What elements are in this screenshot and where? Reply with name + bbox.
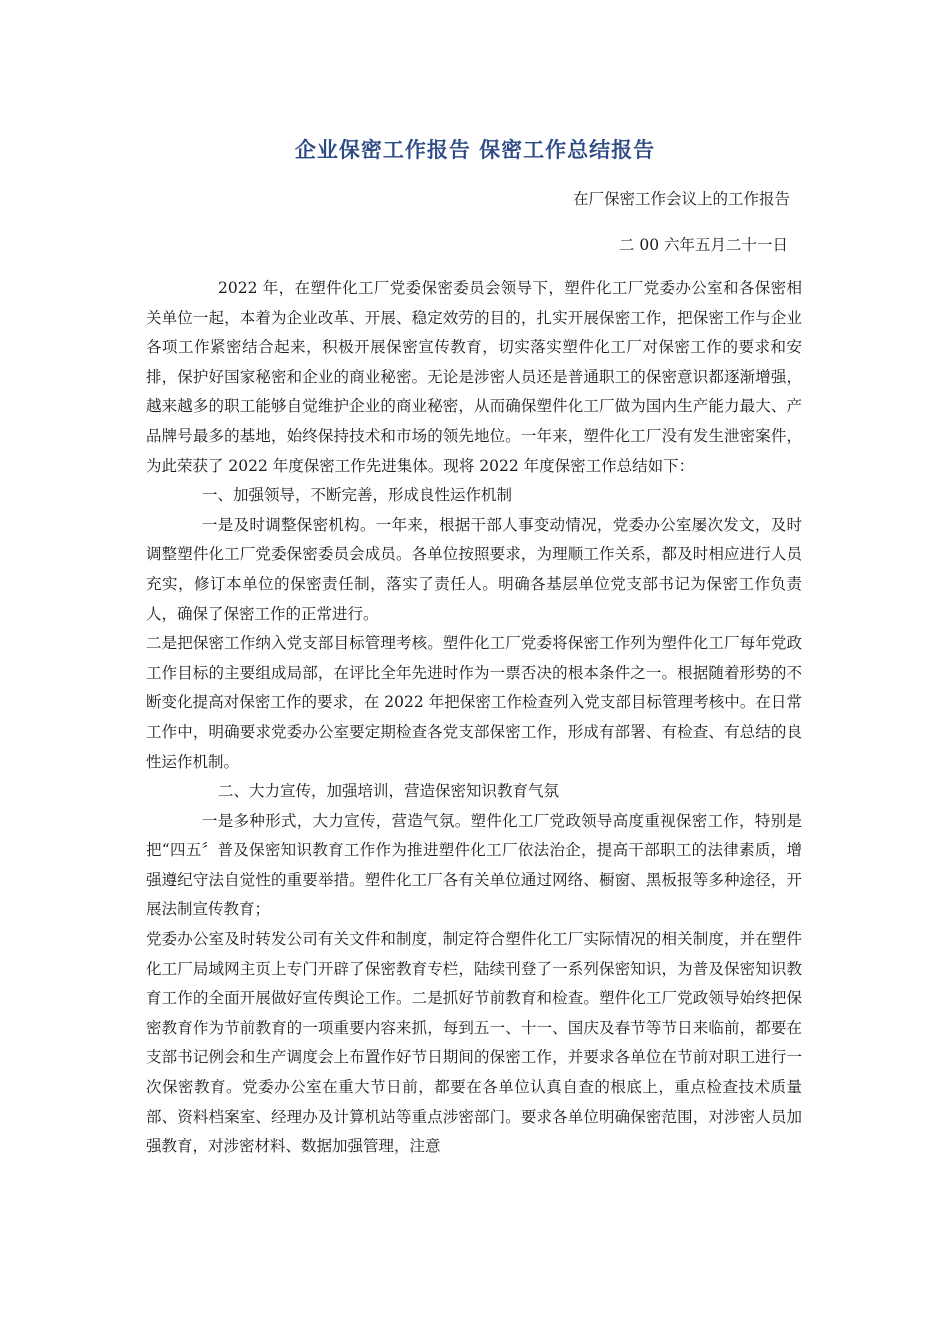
document-subtitle: 在厂保密工作会议上的工作报告	[572, 190, 790, 208]
paragraph-intro: 2022 年，在塑件化工厂党委保密委员会领导下，塑件化工厂党委办公室和各保密相关单位一起，本着为企业改革、开展、稳定效劳的目的，扎实开展保密工作，把保密工作与企业各项工作紧密结合起来，积极开展保密宣传教育，切实落实塑件化工厂对保密工作的要求和安排，保护好国家秘密和企业的商业秘密。无论是涉密人员还是普通职工的保密意识都逐渐增强，越来越多的职工能够自觉维护企业的商业秘密，从而确保塑件化工厂做为国内生产能力最大、产品牌号最多的基地，始终保持技术和市场的领先地位。一年来，塑件化工厂没有发生泄密案件，为此荣获了 2022 年度保密工作先进集体。现将 2022 年度保密工作总结如下：	[146, 279, 802, 475]
document-title: 企业保密工作报告 保密工作总结报告	[294, 138, 656, 162]
section-heading-1: 一、加强领导，不断完善，形成良性运作机制	[202, 486, 513, 505]
section-heading-2: 二、大力宣传，加强培训，营造保密知识教育气氛	[218, 782, 560, 801]
document-body	[146, 274, 802, 1162]
paragraph: 二是把保密工作纳入党支部目标管理考核。塑件化工厂党委将保密工作列为塑件化工厂每年党政工作目标的主要组成局部，在评比全年先进时作为一票否决的根本条件之一。根据随着形势的不断变化提高对保密工作的要求，在 2022 年把保密工作检查列入党支部目标管理考核中。在日常工作中，明确要求党委办公室要定期检查各党支部保密工作，形成有部署、有检查、有总结的良性运作机制。	[146, 634, 802, 771]
paragraph: 一是多种形式，大力宣传，营造气氛。塑件化工厂党政领导高度重视保密工作，特别是把“四五〞普及保密知识教育工作作为推进塑件化工厂依法治企，提高干部职工的法律素质，增强遵纪守法自觉性的重要举措。塑件化工厂各有关单位通过网络、橱窗、黑板报等多种途径，开展法制宣传教育；	[146, 811, 802, 919]
paragraph: 党委办公室及时转发公司有关文件和制度，制定符合塑件化工厂实际情况的相关制度，并在塑件化工厂局域网主页上专门开辟了保密教育专栏，陆续刊登了一系列保密知识，为普及保密知识教育工作的全面开展做好宣传舆论工作。二是抓好节前教育和检查。塑件化工厂党政领导始终把保密教育作为节前教育的一项重要内容来抓，每到五一、十一、国庆及春节等节日来临前，都要在支部书记例会和生产调度会上布置作好节日期间的保密工作，并要求各单位在节前对职工进行一次保密教育。党委办公室在重大节日前，都要在各单位认真自查的根底上，重点检查技术质量部、资料档案室、经理办及计算机站等重点涉密部门。要求各单位明确保密范围，对涉密人员加强教育，对涉密材料、数据加强管理，注意	[146, 930, 802, 1156]
document-date: 二 00 六年五月二十一日	[618, 236, 788, 254]
paragraph: 一是及时调整保密机构。一年来，根据干部人事变动情况，党委办公室屡次发文，及时调整塑件化工厂党委保密委员会成员。各单位按照要求，为理顺工作关系，都及时相应进行人员充实，修订本单位的保密责任制，落实了责任人。明确各基层单位党支部书记为保密工作负责人，确保了保密工作的正常进行。	[146, 515, 802, 623]
